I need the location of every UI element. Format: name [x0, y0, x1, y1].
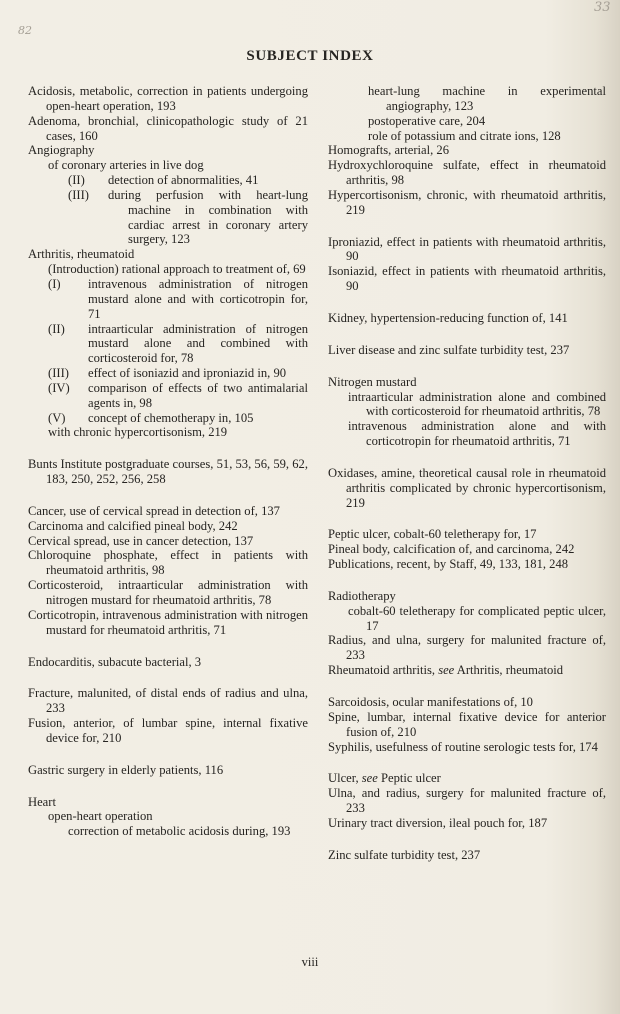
- index-entry-cancer: Cancer, use of cervical spread in detection of, 137: [28, 503, 280, 518]
- subentry-text: concept of chemotherapy in, 105: [88, 410, 254, 425]
- index-entry-heart: [28, 795, 308, 840]
- index-entry-acidosis: Acidosis, metabolic, correction in patients undergoing open-heart operation, 193: [28, 84, 308, 113]
- index-column-left: [28, 84, 308, 839]
- index-entry-heart-continued: [328, 84, 606, 143]
- entry-heading: Radiotherapy: [328, 588, 396, 603]
- subentry-text: effect of isoniazid and iproniazid in, 90: [88, 366, 287, 381]
- subentry-numbered: [28, 366, 308, 381]
- index-entry-rheumatoid-arthritis: [328, 663, 606, 678]
- index-entry-peptic-ulcer: Peptic ulcer, cobalt-60 teletherapy for, 17: [328, 527, 537, 542]
- index-entry-iproniazid: Iproniazid, effect in patients with rheumatoid arthritis, 90: [328, 234, 606, 264]
- roman-numeral: (II): [48, 321, 65, 336]
- handwritten-sheet-mark: 33: [594, 0, 611, 15]
- index-entry-chloroquine: Chloroquine phosphate, effect in patients with rheumatoid arthritis, 98: [28, 548, 308, 578]
- index-entry-ulcer: [328, 771, 606, 786]
- subentry-numbered: [28, 411, 308, 426]
- subentry: postoperative care, 204: [368, 113, 486, 128]
- index-entry-syphilis: Syphilis, usefulness of routine serologic tests for, 174: [328, 739, 598, 754]
- subentry: (Introduction) rational approach to treatment of, 69: [48, 262, 306, 277]
- index-entry-angiography: [28, 143, 308, 247]
- subentry: intravenous administration alone and with corticotropin for rheumatoid arthritis, 71: [348, 419, 606, 449]
- subentry: correction of metabolic acidosis during, 193: [68, 824, 291, 839]
- index-entry-fusion: Fusion, anterior, of lumbar spine, internal fixative device for, 210: [28, 716, 308, 745]
- index-entry-publications: Publications, recent, by Staff, 49, 133, 181, 248: [328, 557, 569, 572]
- entry-text: Rheumatoid arthritis,: [328, 663, 436, 678]
- entry-text: Ulcer,: [328, 771, 359, 786]
- index-entry-gastric: Gastric surgery in elderly patients, 116: [28, 762, 224, 777]
- subentry-text: during perfusion with heart-lung machine in combination with cardiac arrest in coronary artery surgery, 123: [108, 187, 308, 247]
- index-entry-nitrogen-mustard: [328, 375, 606, 449]
- subentry-numbered: [28, 381, 308, 411]
- subentry-text: intravenous administration of nitrogen mustard alone and with corticotropin for, 71: [88, 276, 308, 321]
- entry-heading: Angiography: [28, 143, 95, 158]
- index-entry-arthritis: [28, 247, 308, 440]
- index-entry-ulna: Ulna, and radius, surgery for malunited fracture of, 233: [328, 786, 606, 816]
- handwritten-page-mark: 82: [18, 24, 32, 37]
- subentry-numbered: [28, 188, 308, 247]
- roman-numeral: (V): [48, 410, 66, 425]
- subentry: role of potassium and citrate ions, 128: [368, 128, 561, 143]
- subentry-numbered: [28, 173, 308, 188]
- roman-numeral: (III): [48, 366, 69, 381]
- subentry-text: detection of abnormalities, 41: [108, 173, 259, 188]
- index-entry-urinary-tract: Urinary tract diversion, ileal pouch for, 187: [328, 815, 548, 830]
- index-entry-isoniazid: Isoniazid, effect in patients with rheumatoid arthritis, 90: [328, 264, 606, 294]
- entry-heading: Nitrogen mustard: [328, 374, 417, 389]
- see-reference: see: [438, 663, 455, 678]
- index-entry-fracture: Fracture, malunited, of distal ends of radius and ulna, 233: [28, 686, 308, 716]
- see-reference: see: [361, 771, 378, 786]
- cross-reference-target: Peptic ulcer: [381, 771, 441, 786]
- subentry-text: intraarticular administration of nitrogen mustard alone and combined with corticosteroid for, 78: [88, 321, 308, 366]
- subentry: cobalt-60 teletherapy for complicated peptic ulcer, 17: [348, 603, 606, 633]
- index-entry-oxidases: Oxidases, amine, theoretical causal role in rheumatoid arthritis complicated by chronic hypercortisonism, 219: [328, 465, 606, 510]
- index-entry-sarcoidosis: Sarcoidosis, ocular manifestations of, 10: [328, 695, 533, 709]
- page-number: viii: [301, 955, 319, 969]
- index-entry-spine: Spine, lumbar, internal fixative device for anterior fusion of, 210: [328, 709, 606, 739]
- subentry: with chronic hypercortisonism, 219: [48, 425, 228, 440]
- subentry: of coronary arteries in live dog: [48, 158, 204, 173]
- index-entry-homografts: Homografts, arterial, 26: [328, 143, 449, 158]
- page-title: SUBJECT INDEX: [246, 48, 374, 64]
- subentry-numbered: [28, 322, 308, 367]
- index-entry-corticotropin: Corticotropin, intravenous administration with nitrogen mustard for rheumatoid arthritis, 71: [28, 607, 308, 637]
- index-entry-liver: Liver disease and zinc sulfate turbidity test, 237: [328, 342, 570, 357]
- index-entry-carcinoma: Carcinoma and calcified pineal body, 242: [28, 518, 238, 533]
- subentry-numbered: [28, 277, 308, 322]
- index-entry-bunts: Bunts Institute postgraduate courses, 51, 53, 56, 59, 62, 183, 250, 252, 256, 258: [28, 457, 308, 487]
- index-entry-radius: Radius, and ulna, surgery for malunited fracture of, 233: [328, 633, 606, 663]
- entry-heading: Heart: [28, 794, 56, 809]
- subentry: heart-lung machine in experimental angiography, 123: [368, 84, 606, 113]
- index-entry-radiotherapy: [328, 589, 606, 634]
- index-entry-cervical: Cervical spread, use in cancer detection, 137: [28, 533, 254, 548]
- roman-numeral: (I): [48, 276, 61, 291]
- index-entry-zinc-sulfate: Zinc sulfate turbidity test, 237: [328, 847, 481, 862]
- subentry: open-heart operation: [48, 809, 153, 824]
- entry-heading: Arthritis, rheumatoid: [28, 247, 135, 262]
- index-entry-hypercortisonism: Hypercortisonism, chronic, with rheumatoid arthritis, 219: [328, 187, 606, 217]
- index-column-right: [328, 84, 606, 863]
- subentry: intraarticular administration alone and combined with corticosteroid for rheumatoid arthritis, 78: [348, 389, 606, 419]
- cross-reference-target: Arthritis, rheumatoid: [456, 663, 564, 678]
- roman-numeral: (IV): [48, 380, 70, 395]
- index-entry-corticosteroid: Corticosteroid, intraarticular administration with nitrogen mustard for rheumatoid arthritis, 78: [28, 578, 308, 607]
- roman-numeral: (III): [68, 187, 89, 202]
- index-entry-endocarditis: Endocarditis, subacute bacterial, 3: [28, 654, 202, 669]
- index-entry-hydroxychloroquine: Hydroxychloroquine sulfate, effect in rheumatoid arthritis, 98: [328, 158, 606, 188]
- index-entry-pineal-body: Pineal body, calcification of, and carcinoma, 242: [328, 542, 575, 557]
- subentry-text: comparison of effects of two antimalarial agents in, 98: [88, 380, 308, 410]
- index-entry-adenoma: Adenoma, bronchial, clinicopathologic study of 21 cases, 160: [28, 113, 308, 143]
- index-entry-kidney: Kidney, hypertension-reducing function of, 141: [328, 310, 568, 325]
- roman-numeral: (II): [68, 173, 85, 188]
